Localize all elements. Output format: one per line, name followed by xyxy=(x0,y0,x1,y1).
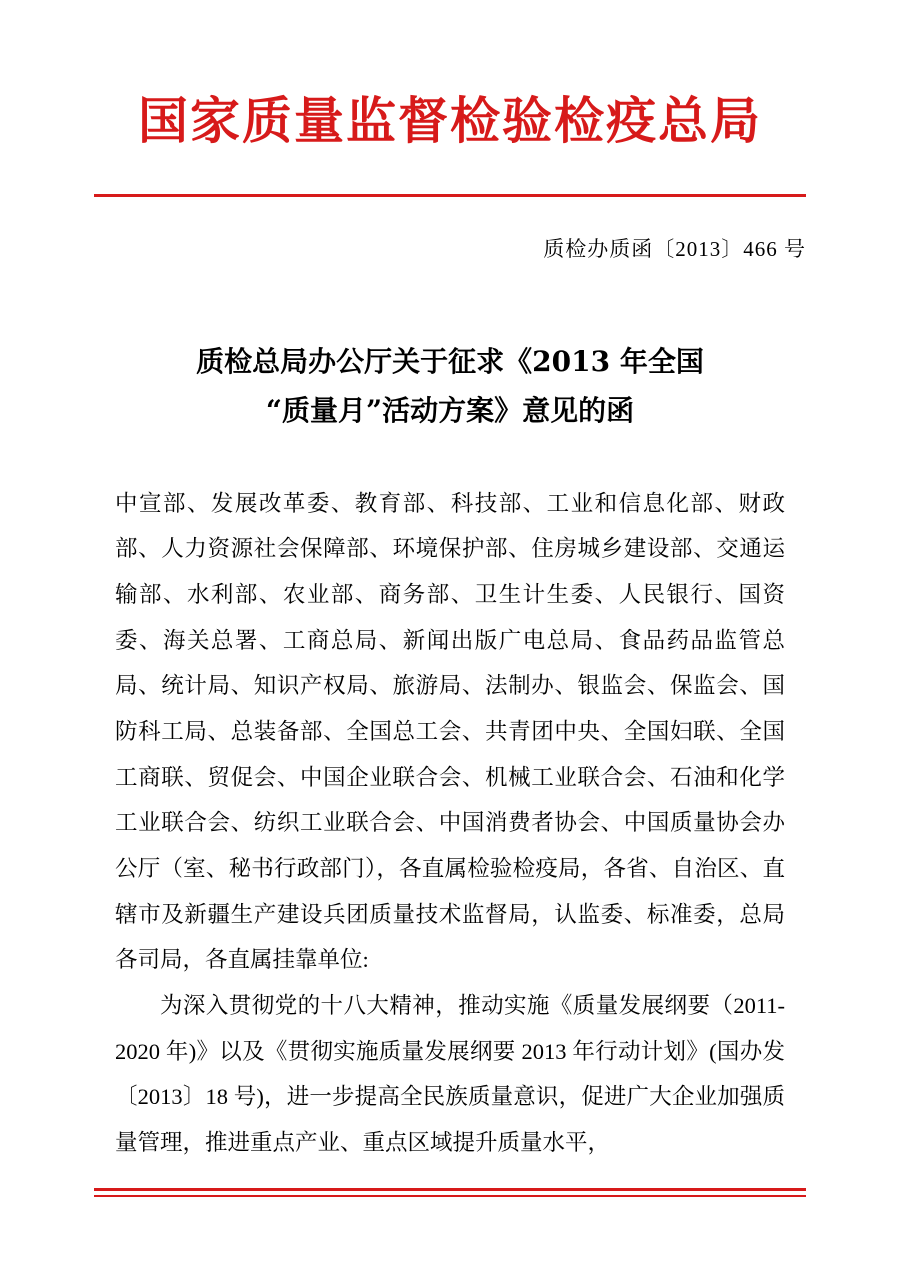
footer-divider-rule-secondary xyxy=(94,1195,806,1197)
footer-divider-rule xyxy=(94,1188,806,1191)
document-number: 质检办质函〔2013〕466 号 xyxy=(543,236,806,261)
document-body xyxy=(115,481,785,1166)
document-title-line-1: 质检总局办公厅关于征求《2013 年全国 xyxy=(196,344,704,378)
masthead xyxy=(0,0,900,150)
header-divider-rule xyxy=(94,194,806,197)
masthead-title: 国家质量监督检验检疫总局 xyxy=(138,91,762,150)
footer-divider-group xyxy=(0,1188,900,1197)
body-paragraph-1: 为深入贯彻党的十八大精神，推动实施《质量发展纲要（2011-2020 年)》以及《贯彻实施质量发展纲要 2013 年行动计划》(国办发〔2013〕18 号)，进一步提高全民族质量意识，促进广大企业加强质量管理，推进重点产业、重点区域提升质量水平， xyxy=(115,992,785,1155)
recipient-list: 中宣部、发展改革委、教育部、科技部、工业和信息化部、财政部、人力资源社会保障部、环境保护部、住房城乡建设部、交通运输部、水利部、农业部、商务部、卫生计生委、人民银行、国资委、海关总署、工商总局、新闻出版广电总局、食品药品监管总局、统计局、知识产权局、旅游局、法制办、银监会、保监会、国防科工局、总装备部、全国总工会、共青团中央、全国妇联、全国工商联、贸促会、中国企业联合会、机械工业联合会、石油和化学工业联合会、纺织工业联合会、中国消费者协会、中国质量协会办公厅（室、秘书行政部门），各直属检验检疫局，各省、自治区、直辖市及新疆生产建设兵团质量技术监督局，认监委、标准委，总局各司局，各直属挂靠单位: xyxy=(115,490,785,973)
document-title xyxy=(130,337,770,435)
document-title-line-2: “质量月”活动方案》意见的函 xyxy=(265,393,635,427)
